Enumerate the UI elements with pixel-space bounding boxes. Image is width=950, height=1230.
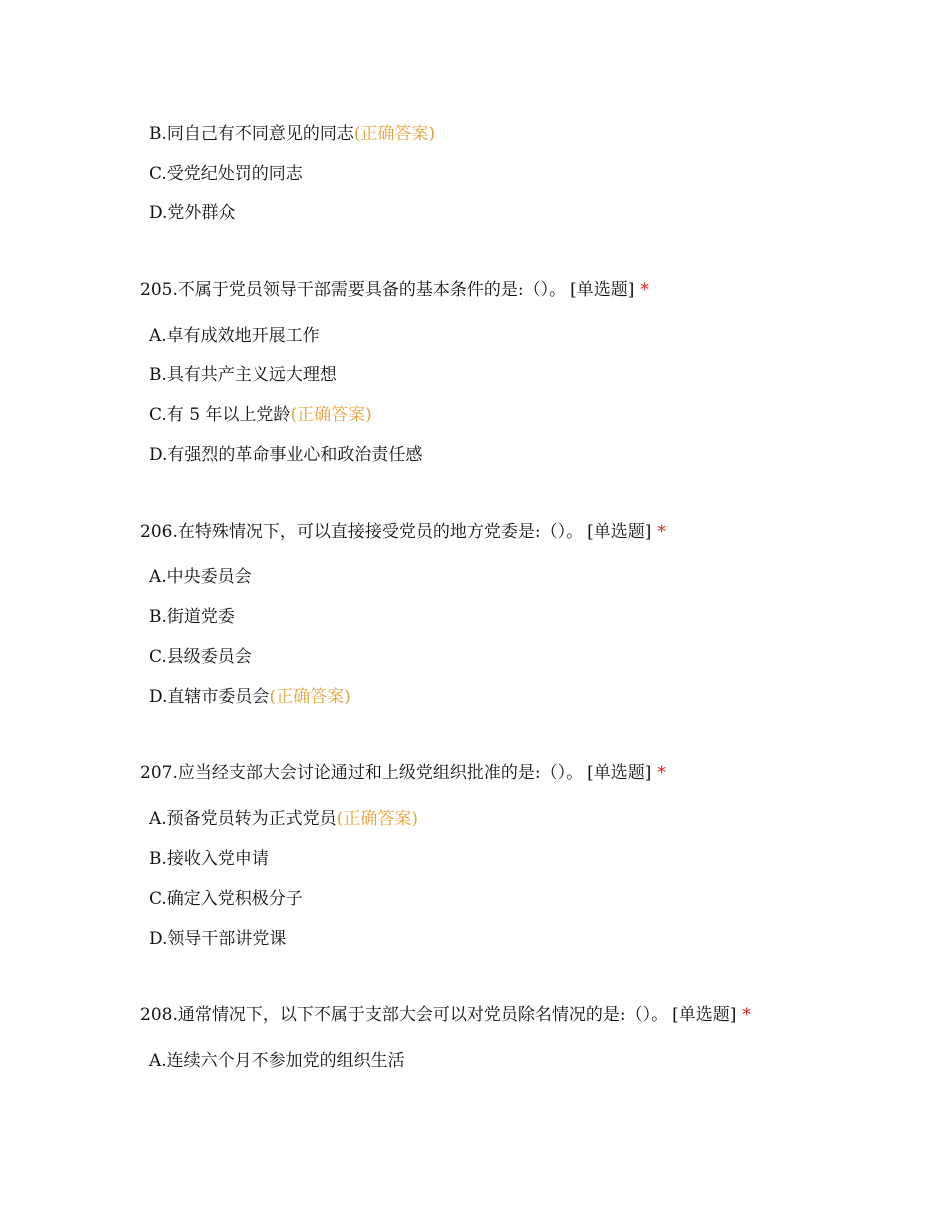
option-label: D.领导干部讲党课: [149, 929, 287, 949]
option-206-b: [149, 606, 235, 628]
option-label: B.同自己有不同意见的同志: [149, 124, 354, 144]
required-mark: *: [640, 280, 649, 300]
question-text: 206.在特殊情况下，可以直接接受党员的地方党委是:（）。: [140, 522, 584, 542]
question-text: 205.不属于党员领导干部需要具备的基本条件的是:（）。: [140, 280, 567, 300]
option-207-a: [149, 808, 418, 830]
option-label: C.受党纪处罚的同志: [149, 164, 303, 184]
option-label: A.卓有成效地开展工作: [149, 326, 320, 346]
option-204-c: [149, 163, 303, 185]
option-label: C.确定入党积极分子: [149, 889, 303, 909]
option-label: A.中央委员会: [149, 567, 252, 587]
option-207-c: [149, 888, 303, 910]
option-label: A.预备党员转为正式党员: [149, 809, 337, 829]
option-label: B.接收入党申请: [149, 849, 269, 869]
option-label: D.党外群众: [149, 203, 236, 223]
option-205-c: [149, 404, 372, 426]
question-type-tag: [单选题]: [672, 1005, 737, 1025]
question-title: [140, 279, 649, 301]
required-mark: *: [742, 1005, 751, 1025]
question-type-tag: [单选题]: [587, 763, 652, 783]
option-label: B.街道党委: [149, 607, 235, 627]
option-205-d: [149, 444, 422, 466]
question-title: [140, 521, 666, 543]
option-label: C.有 5 年以上党龄: [149, 405, 291, 425]
required-mark: *: [657, 522, 666, 542]
question-text: 207.应当经支部大会讨论通过和上级党组织批准的是:（）。: [140, 763, 584, 783]
required-mark: *: [657, 763, 666, 783]
option-label: C.县级委员会: [149, 647, 252, 667]
option-205-a: [149, 325, 320, 347]
option-207-d: [149, 928, 286, 950]
correct-answer-tag: (正确答案): [269, 687, 351, 707]
question-type-tag: [单选题]: [570, 280, 635, 300]
option-208-a: [149, 1050, 405, 1072]
option-label: A.连续六个月不参加党的组织生活: [149, 1051, 405, 1071]
option-label: B.具有共产主义远大理想: [149, 365, 337, 385]
correct-answer-tag: (正确答案): [336, 809, 418, 829]
question-text: 208.通常情况下，以下不属于支部大会可以对党员除名情况的是:（）。: [140, 1005, 669, 1025]
correct-answer-tag: (正确答案): [290, 405, 372, 425]
question-title: [140, 1004, 751, 1026]
option-206-a: [149, 566, 252, 588]
question-title: [140, 762, 666, 784]
option-label: D.直辖市委员会: [149, 687, 270, 707]
option-207-b: [149, 848, 269, 870]
option-205-b: [149, 364, 337, 386]
correct-answer-tag: (正确答案): [353, 124, 436, 144]
option-label: D.有强烈的革命事业心和政治责任感: [149, 445, 423, 465]
option-206-d: [149, 686, 351, 708]
option-204-d: [149, 202, 235, 224]
question-type-tag: [单选题]: [587, 522, 652, 542]
option-206-c: [149, 646, 252, 668]
option-204-b: [149, 123, 435, 145]
